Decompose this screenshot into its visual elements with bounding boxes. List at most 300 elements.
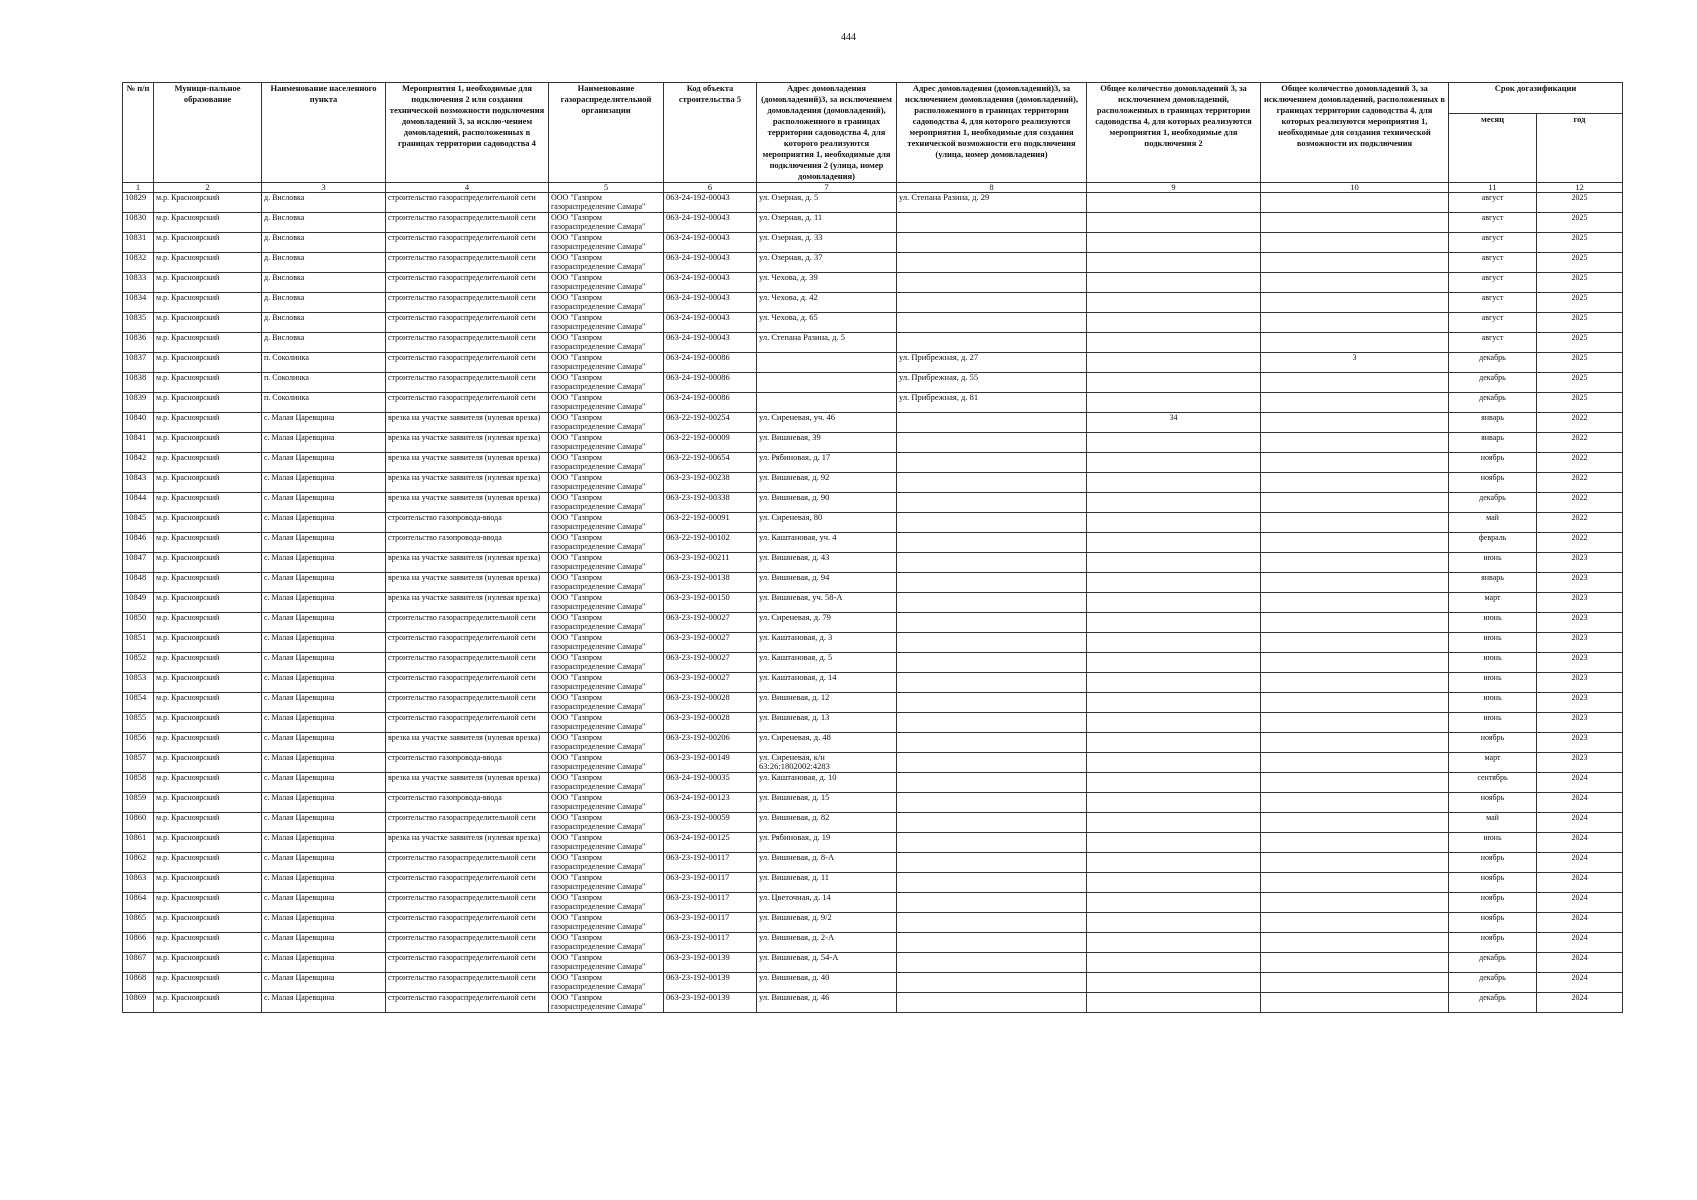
address-garden-cell (897, 833, 1087, 853)
header-period: Срок догазификации (1449, 83, 1623, 114)
measure-cell: строительство газораспределительной сети (386, 913, 549, 933)
count-connect-cell (1087, 253, 1261, 273)
column-number: 4 (386, 183, 549, 193)
table-row (123, 773, 1623, 793)
header-num: № п/п (123, 83, 154, 183)
gas-org-cell: ООО "Газпром газораспределение Самара" (549, 933, 664, 953)
address-garden-cell (897, 413, 1087, 433)
count-tech-cell (1261, 853, 1449, 873)
year-cell: 2023 (1537, 593, 1623, 613)
address-garden-cell (897, 473, 1087, 493)
gas-org-cell: ООО "Газпром газораспределение Самара" (549, 393, 664, 413)
table-row (123, 353, 1623, 373)
settlement-cell: д. Висловка (262, 293, 386, 313)
municipality-cell: м.р. Красноярский (154, 633, 262, 653)
count-tech-cell (1261, 293, 1449, 313)
measure-cell: врезка на участке заявителя (нулевая врезка) (386, 433, 549, 453)
address-cell: ул. Вишневая, д. 46 (757, 993, 897, 1013)
month-cell: июнь (1449, 673, 1537, 693)
row-number: 10837 (123, 353, 154, 373)
settlement-cell: с. Малая Царевщина (262, 433, 386, 453)
gasification-table (122, 82, 1623, 1013)
table-row (123, 953, 1623, 973)
year-cell: 2025 (1537, 253, 1623, 273)
count-connect-cell (1087, 933, 1261, 953)
table-row (123, 293, 1623, 313)
gas-org-cell: ООО "Газпром газораспределение Самара" (549, 373, 664, 393)
address-garden-cell (897, 573, 1087, 593)
month-cell: март (1449, 593, 1537, 613)
count-tech-cell (1261, 693, 1449, 713)
address-garden-cell (897, 513, 1087, 533)
gas-org-cell: ООО "Газпром газораспределение Самара" (549, 313, 664, 333)
column-number: 9 (1087, 183, 1261, 193)
settlement-cell: с. Малая Царевщина (262, 813, 386, 833)
row-number: 10849 (123, 593, 154, 613)
year-cell: 2024 (1537, 993, 1623, 1013)
address-cell: ул. Вишневая, д. 8-А (757, 853, 897, 873)
year-cell: 2024 (1537, 953, 1623, 973)
measure-cell: врезка на участке заявителя (нулевая врезка) (386, 413, 549, 433)
year-cell: 2022 (1537, 473, 1623, 493)
month-cell: август (1449, 333, 1537, 353)
month-cell: декабрь (1449, 993, 1537, 1013)
settlement-cell: с. Малая Царевщина (262, 653, 386, 673)
count-tech-cell (1261, 893, 1449, 913)
month-cell: июнь (1449, 693, 1537, 713)
address-cell: ул. Вишневая, д. 54-А (757, 953, 897, 973)
column-number: 10 (1261, 183, 1449, 193)
header-month: месяц (1449, 114, 1537, 183)
municipality-cell: м.р. Красноярский (154, 573, 262, 593)
count-tech-cell (1261, 313, 1449, 333)
year-cell: 2023 (1537, 633, 1623, 653)
municipality-cell: м.р. Красноярский (154, 733, 262, 753)
row-number: 10854 (123, 693, 154, 713)
municipality-cell: м.р. Красноярский (154, 653, 262, 673)
municipality-cell: м.р. Красноярский (154, 613, 262, 633)
settlement-cell: с. Малая Царевщина (262, 933, 386, 953)
table-row (123, 913, 1623, 933)
municipality-cell: м.р. Красноярский (154, 273, 262, 293)
settlement-cell: с. Малая Царевщина (262, 453, 386, 473)
gas-org-cell: ООО "Газпром газораспределение Самара" (549, 633, 664, 653)
column-number: 7 (757, 183, 897, 193)
measure-cell: строительство газораспределительной сети (386, 933, 549, 953)
count-tech-cell (1261, 913, 1449, 933)
count-connect-cell (1087, 773, 1261, 793)
address-garden-cell (897, 433, 1087, 453)
gas-org-cell: ООО "Газпром газораспределение Самара" (549, 473, 664, 493)
settlement-cell: п. Соколинка (262, 353, 386, 373)
month-cell: ноябрь (1449, 793, 1537, 813)
settlement-cell: д. Висловка (262, 233, 386, 253)
count-connect-cell (1087, 433, 1261, 453)
count-connect-cell (1087, 733, 1261, 753)
municipality-cell: м.р. Красноярский (154, 593, 262, 613)
measure-cell: строительство газораспределительной сети (386, 373, 549, 393)
object-code-cell: 063-23-192-00117 (664, 933, 757, 953)
address-cell: ул. Каштановая, д. 14 (757, 673, 897, 693)
settlement-cell: с. Малая Царевщина (262, 593, 386, 613)
object-code-cell: 063-23-192-00139 (664, 993, 757, 1013)
measure-cell: строительство газораспределительной сети (386, 233, 549, 253)
row-number: 10855 (123, 713, 154, 733)
month-cell: ноябрь (1449, 453, 1537, 473)
count-connect-cell (1087, 553, 1261, 573)
row-number: 10864 (123, 893, 154, 913)
address-garden-cell (897, 293, 1087, 313)
gas-org-cell: ООО "Газпром газораспределение Самара" (549, 953, 664, 973)
row-number: 10839 (123, 393, 154, 413)
count-tech-cell (1261, 833, 1449, 853)
gas-org-cell: ООО "Газпром газораспределение Самара" (549, 973, 664, 993)
year-cell: 2024 (1537, 973, 1623, 993)
count-tech-cell (1261, 973, 1449, 993)
row-number: 10831 (123, 233, 154, 253)
measure-cell: врезка на участке заявителя (нулевая врезка) (386, 833, 549, 853)
address-garden-cell (897, 233, 1087, 253)
column-number: 3 (262, 183, 386, 193)
year-cell: 2023 (1537, 753, 1623, 773)
count-connect-cell (1087, 453, 1261, 473)
object-code-cell: 063-23-192-00027 (664, 613, 757, 633)
object-code-cell: 063-23-192-00027 (664, 633, 757, 653)
row-number: 10829 (123, 193, 154, 213)
month-cell: декабрь (1449, 373, 1537, 393)
gas-org-cell: ООО "Газпром газораспределение Самара" (549, 533, 664, 553)
count-tech-cell (1261, 793, 1449, 813)
row-number: 10833 (123, 273, 154, 293)
count-connect-cell (1087, 513, 1261, 533)
row-number: 10868 (123, 973, 154, 993)
table-row (123, 273, 1623, 293)
municipality-cell: м.р. Красноярский (154, 893, 262, 913)
gas-org-cell: ООО "Газпром газораспределение Самара" (549, 693, 664, 713)
address-cell: ул. Степана Разина, д. 5 (757, 333, 897, 353)
year-cell: 2025 (1537, 293, 1623, 313)
address-garden-cell (897, 993, 1087, 1013)
municipality-cell: м.р. Красноярский (154, 453, 262, 473)
object-code-cell: 063-22-192-00102 (664, 533, 757, 553)
measure-cell: строительство газораспределительной сети (386, 393, 549, 413)
address-garden-cell (897, 213, 1087, 233)
municipality-cell: м.р. Красноярский (154, 373, 262, 393)
settlement-cell: д. Висловка (262, 333, 386, 353)
month-cell: январь (1449, 573, 1537, 593)
measure-cell: врезка на участке заявителя (нулевая врезка) (386, 573, 549, 593)
header-settlement: Наименование населенного пункта (262, 83, 386, 183)
month-cell: декабрь (1449, 953, 1537, 973)
gas-org-cell: ООО "Газпром газораспределение Самара" (549, 353, 664, 373)
count-connect-cell (1087, 853, 1261, 873)
table-row (123, 473, 1623, 493)
gas-org-cell: ООО "Газпром газораспределение Самара" (549, 833, 664, 853)
settlement-cell: с. Малая Царевщина (262, 733, 386, 753)
header-measures: Мероприятия 1, необходимые для подключения 2 или создания технической возможности подключения домовладений 3, за исклю-чением домовладений, расположенных в границах территории садоводства 4 (386, 83, 549, 183)
address-garden-cell (897, 913, 1087, 933)
settlement-cell: с. Малая Царевщина (262, 793, 386, 813)
table-row (123, 793, 1623, 813)
municipality-cell: м.р. Красноярский (154, 533, 262, 553)
address-cell: ул. Чехова, д. 42 (757, 293, 897, 313)
address-cell: ул. Вишневая, д. 94 (757, 573, 897, 593)
month-cell: август (1449, 213, 1537, 233)
municipality-cell: м.р. Красноярский (154, 253, 262, 273)
table-row (123, 673, 1623, 693)
object-code-cell: 063-24-192-00035 (664, 773, 757, 793)
year-cell: 2022 (1537, 493, 1623, 513)
settlement-cell: с. Малая Царевщина (262, 833, 386, 853)
municipality-cell: м.р. Красноярский (154, 693, 262, 713)
municipality-cell: м.р. Красноярский (154, 193, 262, 213)
year-cell: 2025 (1537, 193, 1623, 213)
address-garden-cell (897, 613, 1087, 633)
measure-cell: строительство газораспределительной сети (386, 313, 549, 333)
table-row (123, 253, 1623, 273)
count-tech-cell (1261, 473, 1449, 493)
settlement-cell: с. Малая Царевщина (262, 573, 386, 593)
header-address: Адрес домовладения (домовладений)3, за исключением домовладения (домовладений), расположенного в границах территории садоводства 4, для которого реализуются мероприятия 1, необходимые для подключения 2 (улица, номер домовладения) (757, 83, 897, 183)
settlement-cell: с. Малая Царевщина (262, 413, 386, 433)
settlement-cell: д. Висловка (262, 273, 386, 293)
measure-cell: строительство газораспределительной сети (386, 253, 549, 273)
month-cell: август (1449, 193, 1537, 213)
settlement-cell: с. Малая Царевщина (262, 753, 386, 773)
municipality-cell: м.р. Красноярский (154, 553, 262, 573)
row-number: 10863 (123, 873, 154, 893)
column-number: 1 (123, 183, 154, 193)
address-garden-cell (897, 753, 1087, 773)
count-connect-cell (1087, 653, 1261, 673)
month-cell: январь (1449, 433, 1537, 453)
object-code-cell: 063-24-192-00043 (664, 293, 757, 313)
address-cell: ул. Рябиновая, д. 19 (757, 833, 897, 853)
measure-cell: строительство газораспределительной сети (386, 613, 549, 633)
count-tech-cell (1261, 613, 1449, 633)
measure-cell: строительство газораспределительной сети (386, 993, 549, 1013)
gas-org-cell: ООО "Газпром газораспределение Самара" (549, 293, 664, 313)
object-code-cell: 063-24-192-00043 (664, 253, 757, 273)
municipality-cell: м.р. Красноярский (154, 293, 262, 313)
address-cell: ул. Рябиновая, д. 17 (757, 453, 897, 473)
measure-cell: строительство газораспределительной сети (386, 693, 549, 713)
row-number: 10866 (123, 933, 154, 953)
count-connect-cell (1087, 713, 1261, 733)
municipality-cell: м.р. Красноярский (154, 973, 262, 993)
table-row (123, 393, 1623, 413)
table-row (123, 813, 1623, 833)
row-number: 10834 (123, 293, 154, 313)
municipality-cell: м.р. Красноярский (154, 513, 262, 533)
measure-cell: врезка на участке заявителя (нулевая врезка) (386, 473, 549, 493)
year-cell: 2022 (1537, 453, 1623, 473)
count-connect-cell (1087, 673, 1261, 693)
year-cell: 2025 (1537, 333, 1623, 353)
count-connect-cell (1087, 353, 1261, 373)
row-number: 10858 (123, 773, 154, 793)
count-tech-cell (1261, 533, 1449, 553)
object-code-cell: 063-23-192-00138 (664, 573, 757, 593)
count-connect-cell (1087, 533, 1261, 553)
row-number: 10835 (123, 313, 154, 333)
address-cell (757, 393, 897, 413)
row-number: 10856 (123, 733, 154, 753)
count-connect-cell (1087, 193, 1261, 213)
year-cell: 2024 (1537, 793, 1623, 813)
address-cell: ул. Вишневая, уч. 58-А (757, 593, 897, 613)
table-row (123, 853, 1623, 873)
measure-cell: строительство газораспределительной сети (386, 353, 549, 373)
gas-org-cell: ООО "Газпром газораспределение Самара" (549, 253, 664, 273)
count-connect-cell (1087, 273, 1261, 293)
address-cell: ул. Вишневая, д. 11 (757, 873, 897, 893)
year-cell: 2023 (1537, 733, 1623, 753)
address-garden-cell (897, 653, 1087, 673)
table-row (123, 993, 1623, 1013)
measure-cell: строительство газопровода-ввода (386, 793, 549, 813)
municipality-cell: м.р. Красноярский (154, 833, 262, 853)
settlement-cell: п. Соколинка (262, 393, 386, 413)
address-garden-cell (897, 713, 1087, 733)
gas-org-cell: ООО "Газпром газораспределение Самара" (549, 793, 664, 813)
count-tech-cell (1261, 713, 1449, 733)
table-row (123, 933, 1623, 953)
gas-org-cell: ООО "Газпром газораспределение Самара" (549, 593, 664, 613)
settlement-cell: д. Висловка (262, 213, 386, 233)
row-number: 10832 (123, 253, 154, 273)
object-code-cell: 063-24-192-00043 (664, 313, 757, 333)
gas-org-cell: ООО "Газпром газораспределение Самара" (549, 733, 664, 753)
address-garden-cell: ул. Прибрежная, д. 81 (897, 393, 1087, 413)
gas-org-cell: ООО "Газпром газораспределение Самара" (549, 553, 664, 573)
object-code-cell: 063-24-192-00125 (664, 833, 757, 853)
settlement-cell: с. Малая Царевщина (262, 713, 386, 733)
count-connect-cell (1087, 633, 1261, 653)
month-cell: июнь (1449, 553, 1537, 573)
municipality-cell: м.р. Красноярский (154, 493, 262, 513)
month-cell: декабрь (1449, 973, 1537, 993)
municipality-cell: м.р. Красноярский (154, 473, 262, 493)
municipality-cell: м.р. Красноярский (154, 213, 262, 233)
count-connect-cell (1087, 393, 1261, 413)
address-garden-cell: ул. Степана Разина, д. 29 (897, 193, 1087, 213)
gas-org-cell: ООО "Газпром газораспределение Самара" (549, 873, 664, 893)
row-number: 10867 (123, 953, 154, 973)
municipality-cell: м.р. Красноярский (154, 713, 262, 733)
year-cell: 2025 (1537, 353, 1623, 373)
gas-org-cell: ООО "Газпром газораспределение Самара" (549, 193, 664, 213)
measure-cell: строительство газораспределительной сети (386, 893, 549, 913)
count-connect-cell (1087, 493, 1261, 513)
count-connect-cell (1087, 313, 1261, 333)
object-code-cell: 063-23-192-00059 (664, 813, 757, 833)
count-connect-cell (1087, 793, 1261, 813)
object-code-cell: 063-23-192-00117 (664, 873, 757, 893)
gas-org-cell: ООО "Газпром газораспределение Самара" (549, 613, 664, 633)
column-number: 11 (1449, 183, 1537, 193)
measure-cell: строительство газораспределительной сети (386, 713, 549, 733)
address-cell: ул. Озерная, д. 37 (757, 253, 897, 273)
column-number: 8 (897, 183, 1087, 193)
table-row (123, 513, 1623, 533)
count-tech-cell (1261, 573, 1449, 593)
table-body (123, 193, 1623, 1013)
municipality-cell: м.р. Красноярский (154, 393, 262, 413)
row-number: 10865 (123, 913, 154, 933)
measure-cell: строительство газораспределительной сети (386, 193, 549, 213)
year-cell: 2022 (1537, 413, 1623, 433)
count-connect-cell: 34 (1087, 413, 1261, 433)
row-number: 10862 (123, 853, 154, 873)
object-code-cell: 063-22-192-00009 (664, 433, 757, 453)
gas-org-cell: ООО "Газпром газораспределение Самара" (549, 233, 664, 253)
count-tech-cell (1261, 393, 1449, 413)
measure-cell: строительство газораспределительной сети (386, 673, 549, 693)
address-cell: ул. Сиреневая, к/н 63:26:1802002:4283 (757, 753, 897, 773)
year-cell: 2024 (1537, 873, 1623, 893)
address-garden-cell (897, 733, 1087, 753)
settlement-cell: с. Малая Царевщина (262, 853, 386, 873)
table-row (123, 833, 1623, 853)
month-cell: декабрь (1449, 493, 1537, 513)
settlement-cell: с. Малая Царевщина (262, 893, 386, 913)
address-garden-cell (897, 453, 1087, 473)
address-cell (757, 353, 897, 373)
month-cell: январь (1449, 413, 1537, 433)
count-tech-cell (1261, 233, 1449, 253)
table-row (123, 333, 1623, 353)
month-cell: июнь (1449, 613, 1537, 633)
year-cell: 2022 (1537, 533, 1623, 553)
count-connect-cell (1087, 893, 1261, 913)
table-row (123, 873, 1623, 893)
address-cell: ул. Каштановая, уч. 4 (757, 533, 897, 553)
settlement-cell: с. Малая Царевщина (262, 773, 386, 793)
municipality-cell: м.р. Красноярский (154, 873, 262, 893)
object-code-cell: 063-24-192-00043 (664, 233, 757, 253)
object-code-cell: 063-23-192-00028 (664, 693, 757, 713)
count-tech-cell (1261, 433, 1449, 453)
year-cell: 2025 (1537, 393, 1623, 413)
municipality-cell: м.р. Красноярский (154, 413, 262, 433)
year-cell: 2025 (1537, 273, 1623, 293)
table-row (123, 593, 1623, 613)
address-garden-cell (897, 313, 1087, 333)
table-row (123, 553, 1623, 573)
row-number: 10869 (123, 993, 154, 1013)
count-tech-cell (1261, 513, 1449, 533)
year-cell: 2023 (1537, 653, 1623, 673)
address-garden-cell (897, 873, 1087, 893)
column-number: 12 (1537, 183, 1623, 193)
gas-org-cell: ООО "Газпром газораспределение Самара" (549, 813, 664, 833)
count-connect-cell (1087, 993, 1261, 1013)
table-row (123, 713, 1623, 733)
object-code-cell: 063-23-192-00028 (664, 713, 757, 733)
address-garden-cell (897, 973, 1087, 993)
object-code-cell: 063-24-192-00043 (664, 193, 757, 213)
settlement-cell: с. Малая Царевщина (262, 533, 386, 553)
gas-org-cell: ООО "Газпром газораспределение Самара" (549, 753, 664, 773)
object-code-cell: 063-23-192-00139 (664, 953, 757, 973)
year-cell: 2024 (1537, 833, 1623, 853)
count-connect-cell (1087, 873, 1261, 893)
settlement-cell: д. Висловка (262, 193, 386, 213)
address-cell: ул. Вишневая, д. 12 (757, 693, 897, 713)
row-number: 10838 (123, 373, 154, 393)
count-tech-cell (1261, 593, 1449, 613)
